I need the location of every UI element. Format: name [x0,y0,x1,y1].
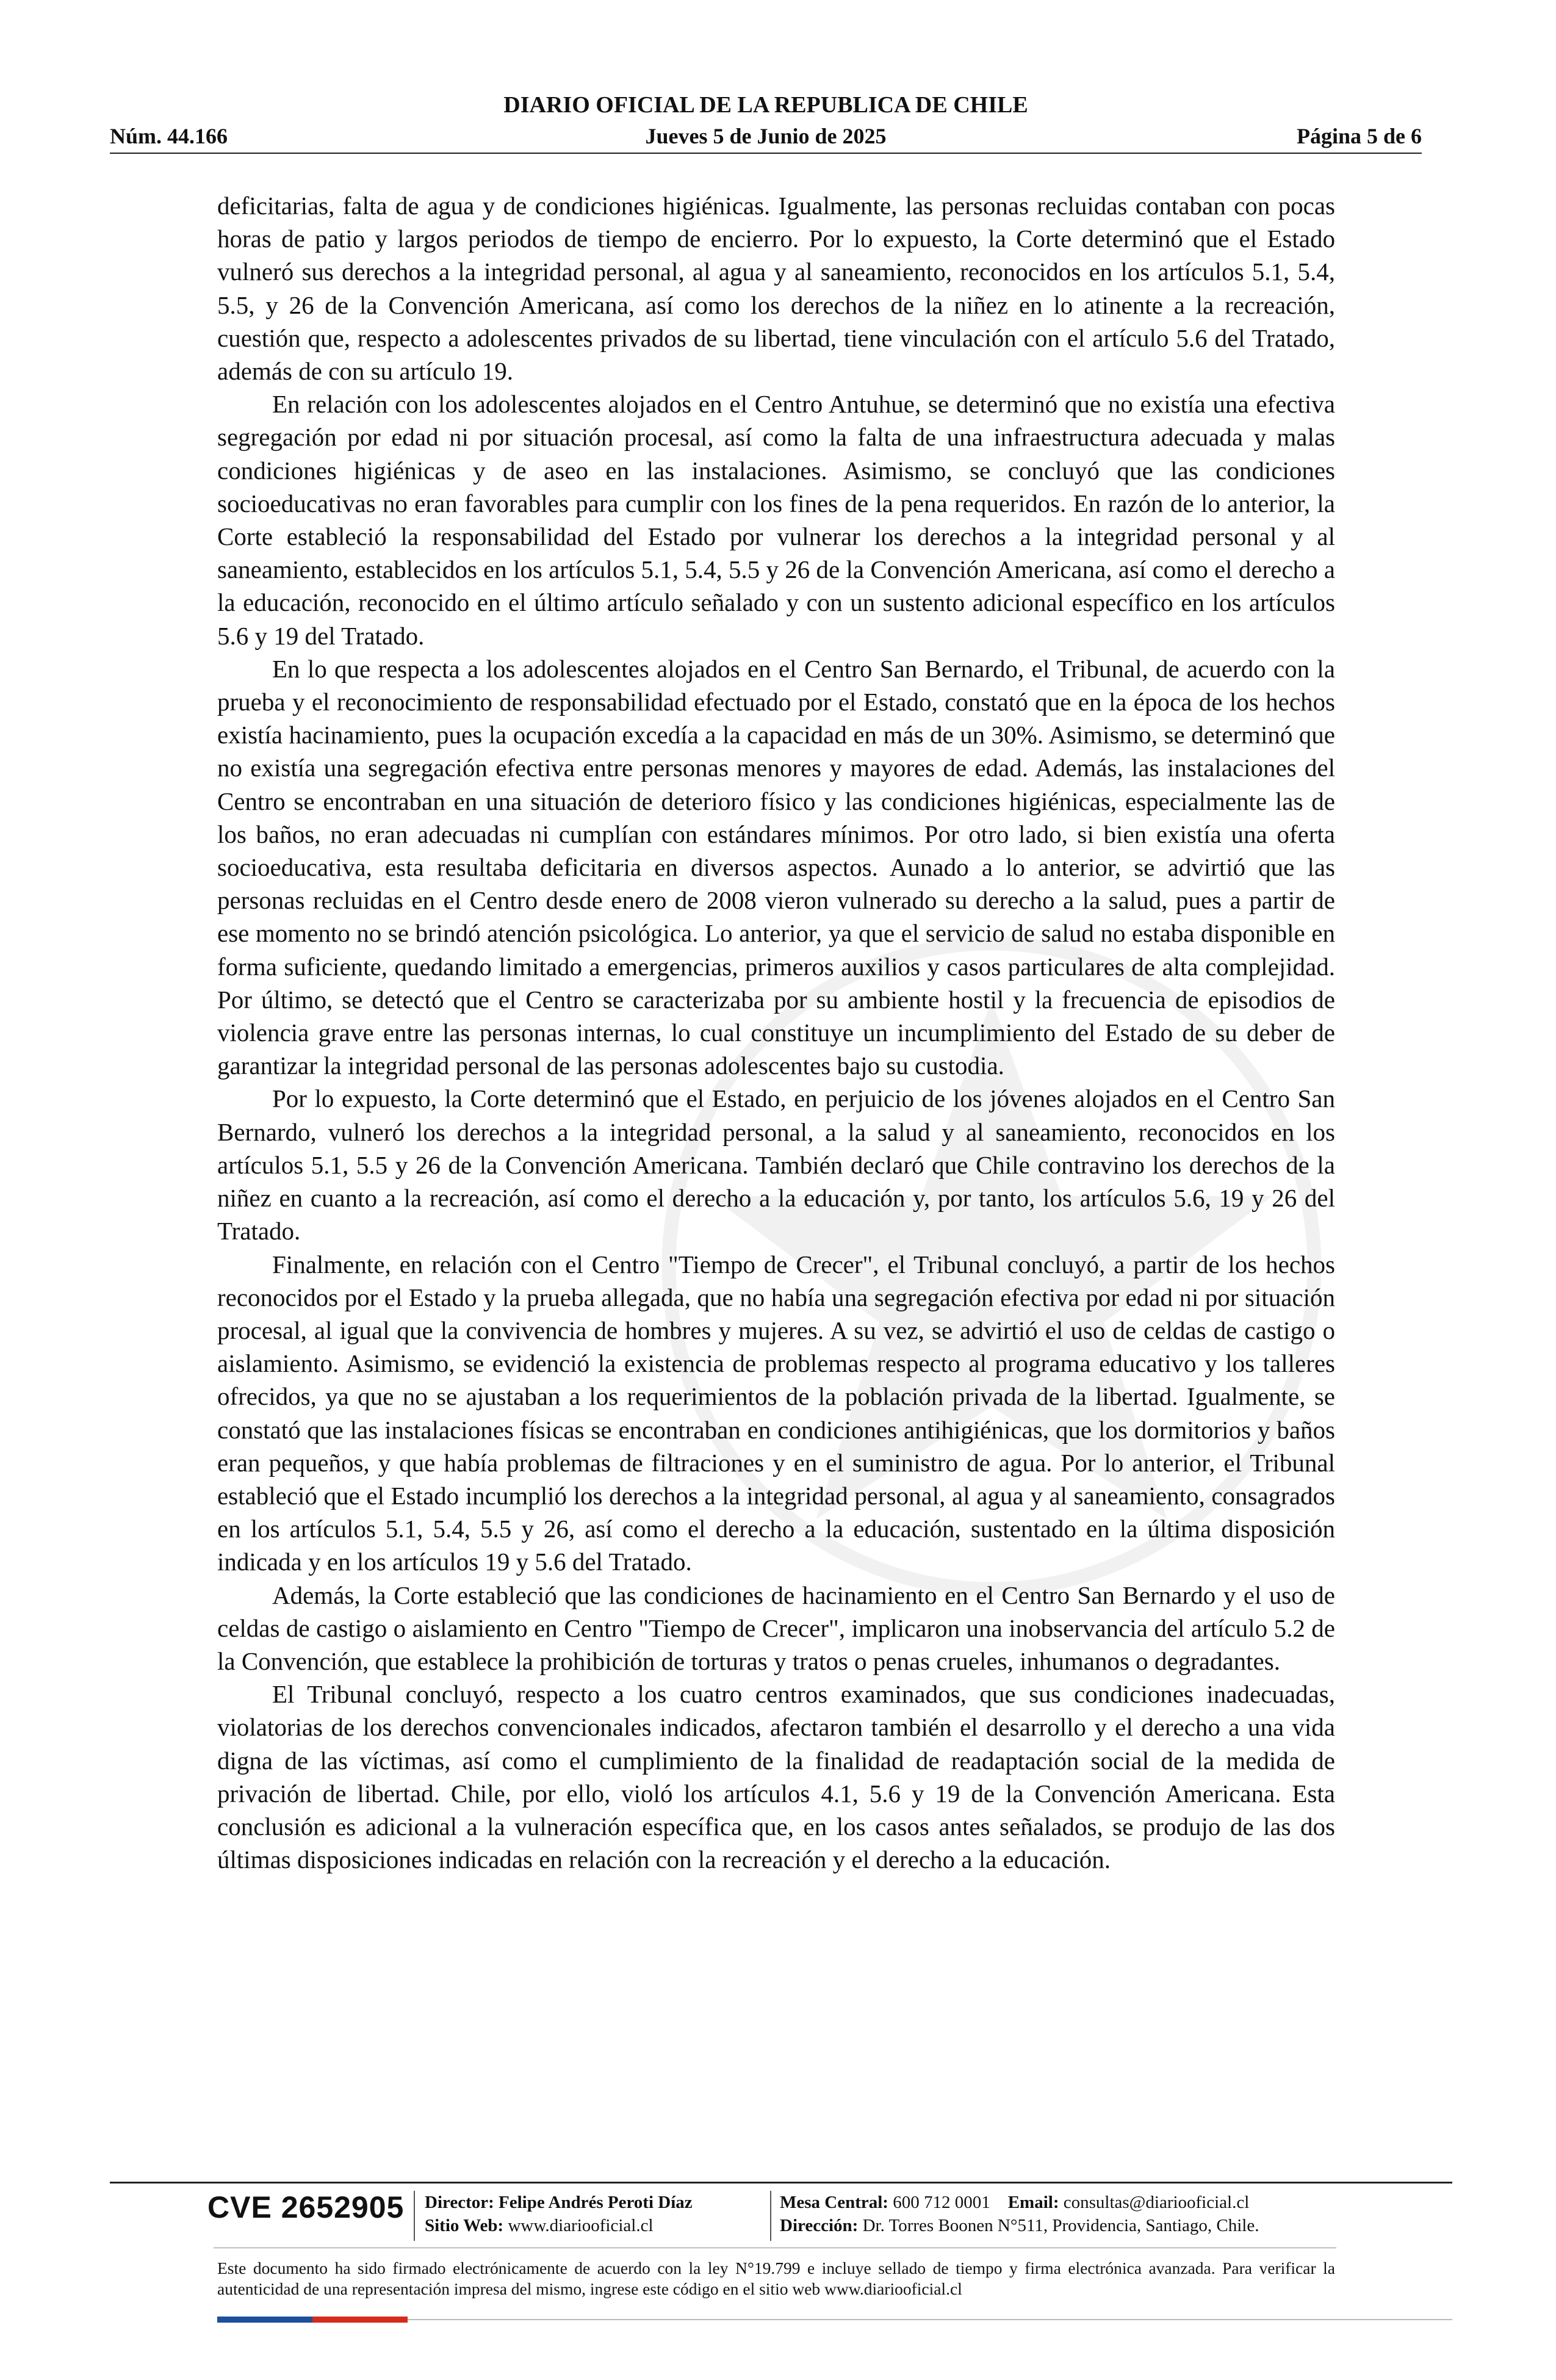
page-header [110,92,1422,154]
paragraph: En relación con los adolescentes alojados en el Centro Antuhue, se determinó que no existía una efectiva segregación por edad ni por situación procesal, así como la falta de una infraestructura adecuada y malas condiciones higiénicas y de aseo en las instalaciones. Asimismo, se concluyó que las condiciones socioeducativas no eran favorables para cumplir con los fines de la pena requeridos. En razón de lo anterior, la Corte estableció la responsabilidad del Estado por vulnerar los derechos a la integridad personal y al saneamiento, establecidos en los artículos 5.1, 5.4, 5.5 y 26 de la Convención Americana, así como el derecho a la educación, reconocido en el último artículo señalado y con un sustento adicional específico en los artículos 5.6 y 19 del Tratado. [217,390,1335,650]
paragraph: Por lo expuesto, la Corte determinó que el Estado, en perjuicio de los jóvenes alojados en el Centro San Bernardo, vulneró los derechos a la integridad personal, a la salud y al saneamiento, reconocidos en los artículos 5.1, 5.5 y 26 de la Convención Americana. También declaró que Chile contravino los derechos de la niñez en cuanto a la recreación, así como el derecho a la educación y, por tanto, los artículos 5.6, 19 y 26 del Tratado. [217,1084,1335,1246]
cve-code: CVE 2652905 [207,2190,405,2224]
site-label: Sitio Web: [425,2216,504,2235]
address-label: Dirección: [780,2216,859,2235]
issue-date: Jueves 5 de Junio de 2025 [645,124,887,148]
footer-contact-block [780,2191,1259,2237]
mesa-phone: 600 712 0001 [893,2193,990,2212]
flag-color-bar [217,2317,408,2323]
email-link[interactable]: consultas@diariooficial.cl [1063,2193,1250,2212]
flag-blue-segment [217,2317,312,2323]
issue-number: Núm. 44.166 [110,124,228,148]
paragraph: El Tribunal concluyó, respecto a los cuatro centros examinados, que sus condiciones inadecuadas, violatorias de los derechos convencionales indicados, afectaron también el desarrollo y el derecho a una vida digna de las víctimas, así como el cumplimiento de la finalidad de readaptación social de la medida de privación de libertad. Chile, por ello, violó los artículos 4.1, 5.6 y 19 de la Convención Americana. Esta conclusión es adicional a la vulneración específica que, en los casos antes señalados, se produjo de las dos últimas disposiciones indicadas en relación con la recreación y el derecho a la educación. [217,1680,1335,1874]
paragraph: En lo que respecta a los adolescentes alojados en el Centro San Bernardo, el Tribunal, de acuerdo con la prueba y el reconocimiento de responsabilidad efectuado por el Estado, constató que en la época de los hechos existía hacinamiento, pues la ocupación excedía a la capacidad en más de un 30%. Asimismo, se determinó que no existía una segregación efectiva entre personas menores y mayores de edad. Además, las instalaciones del Centro se encontraban en una situación de deterioro físico y las condiciones higiénicas, especialmente las de los baños, no eran adecuadas ni cumplían con estándares mínimos. Por otro lado, si bien existía una oferta socioeducativa, esta resultaba deficitaria en diversos aspectos. Aunado a lo anterior, se advirtió que las personas recluidas en el Centro desde enero de 2008 vieron vulnerado su derecho a la salud, pues a partir de ese momento no se brindó atención psicológica. Lo anterior, ya que el servicio de salud no estaba disponible en forma suficiente, quedando limitado a emergencias, primeros auxilios y casos particulares de alta complejidad. Por último, se detectó que el Centro se caracterizaba por su ambiente hostil y la frecuencia de episodios de violencia grave entre las personas internas, lo cual constituye un incumplimiento del Estado de su deber de garantizar la integridad personal de las personas adolescentes bajo su custodia. [217,654,1335,1080]
footer-divider [110,2182,1452,2183]
page-indicator: Página 5 de 6 [1296,124,1422,148]
mesa-label: Mesa Central: [780,2193,888,2212]
gazette-title: DIARIO OFICIAL DE LA REPUBLICA DE CHILE [503,92,1028,118]
address-value: Dr. Torres Boonen N°511, Providencia, Santiago, Chile. [862,2216,1259,2235]
director-label: Director: [425,2193,494,2212]
paragraph: Además, la Corte estableció que las condiciones de hacinamiento en el Centro San Bernardo y el uso de celdas de castigo o aislamiento en Centro "Tiempo de Crecer", implicaron una inobservancia del artículo 5.2 de la Convención, que establece la prohibición de torturas y tratos o penas crueles, inhumanos o degradantes. [217,1581,1335,1675]
footer-director-block [425,2191,693,2237]
paragraph: Finalmente, en relación con el Centro "Tiempo de Crecer", el Tribunal concluyó, a partir de los hechos reconocidos por el Estado y la prueba allegada, que no había una segregación efectiva por edad ni por situación procesal, al igual que la convivencia de hombres y mujeres. A su vez, se advirtió el uso de celdas de castigo o aislamiento. Asimismo, se evidenció la existencia de problemas respecto al programa educativo y los talleres ofrecidos, ya que no se ajustaban a los requerimientos de la población privada de la libertad. Igualmente, se constató que las instalaciones físicas se encontraban en condiciones antihigiénicas, que los dormitorios y baños eran pequeños, y que había problemas de filtraciones y en el suministro de agua. Por lo anterior, el Tribunal estableció que el Estado incumplió los derechos a la integridad personal, al agua y al saneamiento, consagrados en los artículos 5.1, 5.4, 5.5 y 26, así como el derecho a la educación, sustentado en la última disposición indicada y en los artículos 19 y 5.6 del Tratado. [217,1250,1335,1576]
footer-separator [414,2191,415,2241]
flag-red-segment [312,2317,408,2323]
director-name: Felipe Andrés Peroti Díaz [499,2193,693,2212]
document-body [217,189,1335,1876]
footer-separator [770,2191,771,2241]
email-label: Email: [1007,2193,1059,2212]
signature-notice: Este documento ha sido firmado electrónicamente de acuerdo con la ley N°19.799 e incluye sellado de tiempo y firma electrónica avanzada. Para verificar la autenticidad de una representación impresa del mismo, ingrese este código en el sitio web www.diariooficial.cl [217,2259,1335,2298]
flag-bar-rule [408,2319,1452,2320]
site-link[interactable]: www.diariooficial.cl [508,2216,654,2235]
header-divider [110,153,1422,154]
paragraph: deficitarias, falta de agua y de condiciones higiénicas. Igualmente, las personas recluidas contaban con pocas horas de patio y largos periodos de tiempo de encierro. Por lo expuesto, la Corte determinó que el Estado vulneró sus derechos a la integridad personal, al agua y al saneamiento, reconocidos en los artículos 5.1, 5.4, 5.5, y 26 de la Convención Americana, así como los derechos de la niñez en lo atinente a la recreación, cuestión que, respecto a adolescentes privados de su libertad, tiene vinculación con el artículo 5.6 del Tratado, además de con su artículo 19. [217,192,1335,386]
